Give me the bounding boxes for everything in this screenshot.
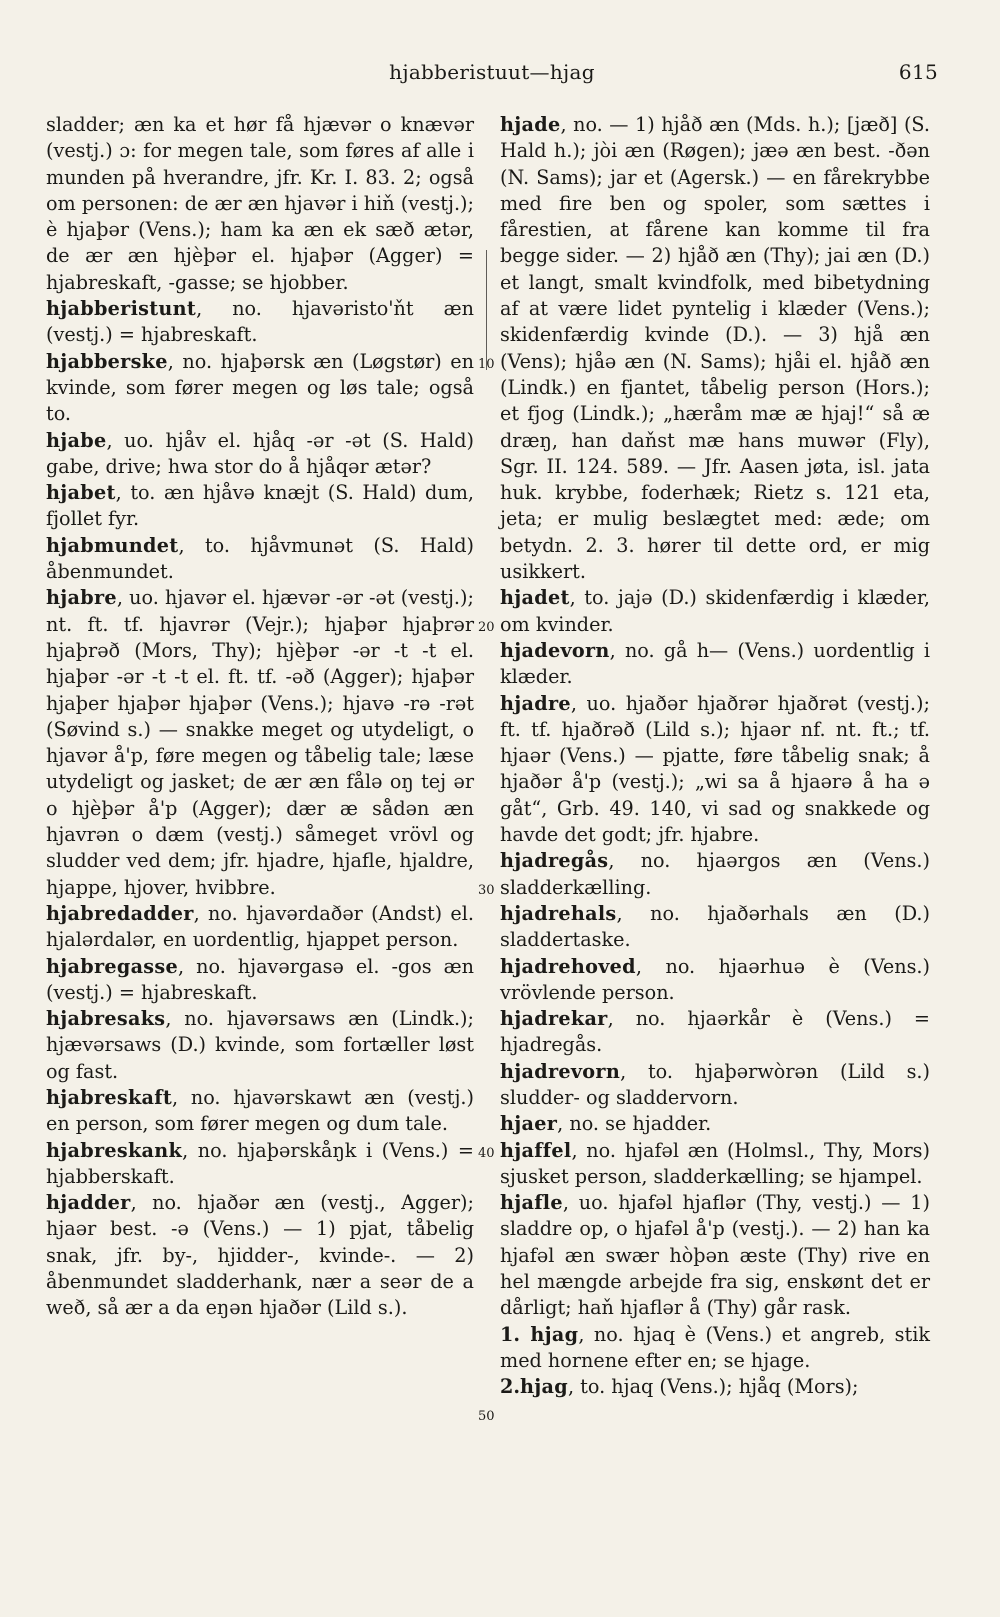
dictionary-entry bbox=[500, 1111, 930, 1137]
headword: hjafle bbox=[500, 1191, 563, 1215]
dictionary-entry bbox=[46, 954, 474, 1007]
headword: hjabberistunt bbox=[46, 297, 197, 321]
entry-text: , no. gå h— (Vens.) uordentlig i klæder. bbox=[500, 638, 930, 689]
entry-text: , no. hjaərgos æn (Vens.) sladderkælling. bbox=[500, 849, 930, 899]
dictionary-entry bbox=[46, 349, 474, 428]
entry-text: , no. hjaərhuə è (Vens.) vrövlende person. bbox=[500, 954, 930, 1004]
running-head: hjabberistuut—hjag bbox=[389, 60, 595, 84]
dictionary-entry bbox=[500, 954, 930, 1007]
entry-text: , no. hjavərskawt æn (vestj.) en person, som fører megen og dum tale. bbox=[46, 1085, 474, 1136]
dictionary-entry bbox=[500, 1059, 930, 1112]
headword: hjaer bbox=[500, 1112, 558, 1136]
headword: hjabre bbox=[46, 586, 117, 610]
dictionary-entry bbox=[500, 1322, 930, 1375]
headword: hjabet bbox=[46, 481, 116, 505]
left-column bbox=[46, 112, 474, 1322]
entry-text: , uo. hjåv el. hjåq -ər -ət (S. Hald) gabe, drive; hwa stor do å hjåqər ætər? bbox=[46, 428, 474, 478]
dictionary-entry: sladder; æn ka et hør få hjævər o knævər (vestj.) ɔ: for megen tale, som føres af alle i munden på hverandre, jfr. Kr. I. 83. 2; også om personen: de ær æn hjavər i hiň (vestj.); è hjaþər (Vens.); ham ka æn ek sæð ætər, de ær æn hjèþər el. hjaþər (Agger) = hjabreskaft, -gasse; se hjobber. bbox=[46, 113, 474, 294]
headword: hjabe bbox=[46, 428, 107, 452]
entry-text: , no. hjafəl æn (Holmsl., Thy, Mors) sjusket person, sladderkælling; se hjampel. bbox=[500, 1138, 930, 1188]
entry-text: , to. jajə (D.) skidenfærdig i klæder, om kvinder. bbox=[500, 586, 930, 636]
dictionary-entry bbox=[46, 480, 474, 533]
dictionary-entry bbox=[500, 1374, 930, 1400]
headword: hjabreskank bbox=[46, 1138, 183, 1162]
headword: hjadrehoved bbox=[500, 954, 636, 978]
headword: hjag bbox=[520, 1322, 579, 1346]
entry-text: , no. — 1) hjåð æn (Mds. h.); [jæð] (S. Hald h.); jòi æn (Røgen); jæə æn best. -ðən (N. Sams); jar et (Agersk.) — en fårekrybbe med fire ben og spoler, som sættes i fårestien, at fårene kan komme til fra begge sider. — 2) hjåð æn (Thy); jai æn (D.) et langt, smalt kvindfolk, med bibetydning af at være lidet pyntelig i klæder (Vens.); skidenfærdig kvinde (D.). — 3) hjå æn (Vens); hjåə æn (N. Sams); hjåi el. hjåð æn (Lindk.) en fjantet, tåbelig person (Hors.); et fjog (Lindk.); „hæråm mæ æ hjaj!“ så æ dræŋ, han daňst mæ hans muwər (Fly), Sgr. II. 124. 589. — Jfr. Aasen jøta, isl. jata huk. krybbe, foderhæk; Rietz s. 121 eta, jeta; er mulig beslægtet med: æde; om betydn. 2. 3. hører til dette ord, er mig usikkert. bbox=[500, 113, 930, 584]
entry-text: , uo. hjaðər hjaðrər hjaðrət (vestj.); ft. tf. hjaðrəð (Lild s.); hjaər nf. nt. ft.; tf. hjaər (Vens.) — pjatte, føre tåbelig snak; å hjaðər å'p (vestj.); „wi sa å hjaərə å ha ə gåt“, Grb. 49. 140, vi sad og snakkede og havde det godt; jfr. hjabre. bbox=[500, 691, 930, 847]
entry-text: , no. hjavərsaws æn (Lindk.); hjævərsaws (D.) kvinde, som fortæller løst og fast. bbox=[46, 1007, 474, 1083]
headword: hjadrevorn bbox=[500, 1059, 621, 1083]
dictionary-entry bbox=[46, 585, 474, 901]
dictionary-entry bbox=[500, 1138, 930, 1191]
headword: hjadder bbox=[46, 1191, 131, 1215]
homograph-number: 2. bbox=[500, 1375, 521, 1399]
entry-text: , no. hjaþərskåŋk i (Vens.) = hjabberskaft. bbox=[46, 1138, 474, 1188]
headword: hjabregasse bbox=[46, 954, 179, 978]
page-header bbox=[46, 60, 938, 92]
headword: hjabberske bbox=[46, 349, 168, 373]
entry-text: , uo. hjavər el. hjævər -ər -ət (vestj.); nt. ft. tf. hjavrər (Vejr.); hjaþər hjaþrər hjaþrəð (Mors, Thy); hjèþər -ər -t -t el. hjaþər -ər -t -t el. ft. tf. -əð (Agger); hjaþər hjaþer hjaþər hjaþər (Vens.); hjavə -rə -rət (Søvind s.) — snakke meget og utydeligt, o hjavər å'p, føre megen og tåbelig tale; læse utydeligt og jasket; de ær æn fålə oŋ tej ər o hjèþər å'p (Agger); dær æ sådən æn hjavrən o dæm (vestj.) såmeget vrövl og sludder ved dem; jfr. hjadre, hjafle, hjaldre, hjappe, hjover, hvibbre. bbox=[46, 586, 474, 899]
line-number: 30 bbox=[478, 883, 495, 898]
dictionary-entry bbox=[46, 296, 474, 349]
headword: hjabmundet bbox=[46, 533, 179, 557]
entry-text: , to. hjåvmunət (S. Hald) åbenmundet. bbox=[46, 533, 474, 584]
right-column bbox=[500, 112, 930, 1401]
line-number: 50 bbox=[478, 1409, 495, 1424]
dictionary-entry bbox=[46, 533, 474, 586]
dictionary-entry bbox=[500, 901, 930, 954]
headword: hjadrekar bbox=[500, 1007, 608, 1031]
headword: hjade bbox=[500, 113, 561, 136]
dictionary-entry bbox=[500, 585, 930, 638]
headword: hjabresaks bbox=[46, 1007, 166, 1031]
dictionary-entry bbox=[46, 1190, 474, 1321]
column-rule bbox=[486, 250, 487, 370]
line-number: 10 bbox=[478, 357, 495, 372]
dictionary-entry bbox=[500, 1006, 930, 1059]
headword: hjabreskaft bbox=[46, 1085, 173, 1109]
entry-text: , no. hjavərdaðər (Andst) el. hjalərdalər, en uordentlig, hjappet person. bbox=[46, 901, 474, 952]
entry-text: , no. se hjadder. bbox=[557, 1112, 712, 1136]
dictionary-entry bbox=[46, 901, 474, 954]
dictionary-entry bbox=[46, 1085, 474, 1138]
entry-text: , uo. hjafəl hjaflər (Thy, vestj.) — 1) sladdre op, o hjafəl å'p (vestj.). — 2) han ka hjafəl æn swær hòþən æste (Thy) rive en hel mængde arbejde fra sig, enskønt det er dårligt; haň hjaflər å (Thy) går rask. bbox=[500, 1191, 930, 1320]
dictionary-entry bbox=[500, 1190, 930, 1321]
dictionary-entry bbox=[500, 638, 930, 691]
headword: hjadet bbox=[500, 586, 570, 610]
entry-text: , no. hjavəristo'ňt æn (vestj.) = hjabreskaft. bbox=[46, 297, 474, 347]
entry-text: , no. hjaþərsk æn (Løgstør) en kvinde, som fører megen og løs tale; også to. bbox=[46, 349, 474, 426]
entry-text: , to. æn hjåvə knæjt (S. Hald) dum, fjollet fyr. bbox=[46, 481, 474, 531]
headword: hjadregås bbox=[500, 849, 609, 873]
headword: hjadre bbox=[500, 691, 571, 715]
headword: hjabredadder bbox=[46, 901, 194, 925]
dictionary-entry bbox=[46, 1138, 474, 1191]
dictionary-entry bbox=[46, 428, 474, 481]
entry-text: , no. hjaq è (Vens.) et angreb, stik med hornene efter en; se hjage. bbox=[500, 1322, 930, 1372]
headword: hjadrehals bbox=[500, 901, 617, 925]
entry-text: , no. hjaðərhals æn (D.) sladdertaske. bbox=[500, 901, 930, 952]
line-number: 40 bbox=[478, 1146, 495, 1161]
headword: hjag bbox=[520, 1375, 568, 1399]
page-number: 615 bbox=[898, 60, 938, 84]
homograph-number: 1. bbox=[500, 1322, 521, 1346]
headword: hjaffel bbox=[500, 1138, 572, 1162]
headword: hjadevorn bbox=[500, 638, 610, 662]
entry-text: , to. hjaþərwòrən (Lild s.) sludder- og sladdervorn. bbox=[500, 1059, 930, 1109]
entry-text: , to. hjaq (Vens.); hjåq (Mors); bbox=[567, 1375, 859, 1399]
dictionary-entry bbox=[46, 1006, 474, 1085]
entry-text: , no. hjaərkår è (Vens.) = hjadregås. bbox=[500, 1007, 930, 1057]
line-number: 20 bbox=[478, 620, 495, 635]
entry-text: , no. hjavərgasə el. -gos æn (vestj.) = hjabreskaft. bbox=[46, 954, 474, 1004]
dictionary-entry bbox=[500, 848, 930, 901]
dictionary-entry bbox=[500, 112, 930, 585]
dictionary-entry bbox=[500, 691, 930, 849]
entry-text: , no. hjaðər æn (vestj., Agger); hjaər best. -ə (Vens.) — 1) pjat, tåbelig snak, jfr. by-, hjidder-, kvinde-. — 2) åbenmundet sladderhank, nær a seər de a weð, så ær a da eŋən hjaðər (Lild s.). bbox=[46, 1191, 474, 1320]
